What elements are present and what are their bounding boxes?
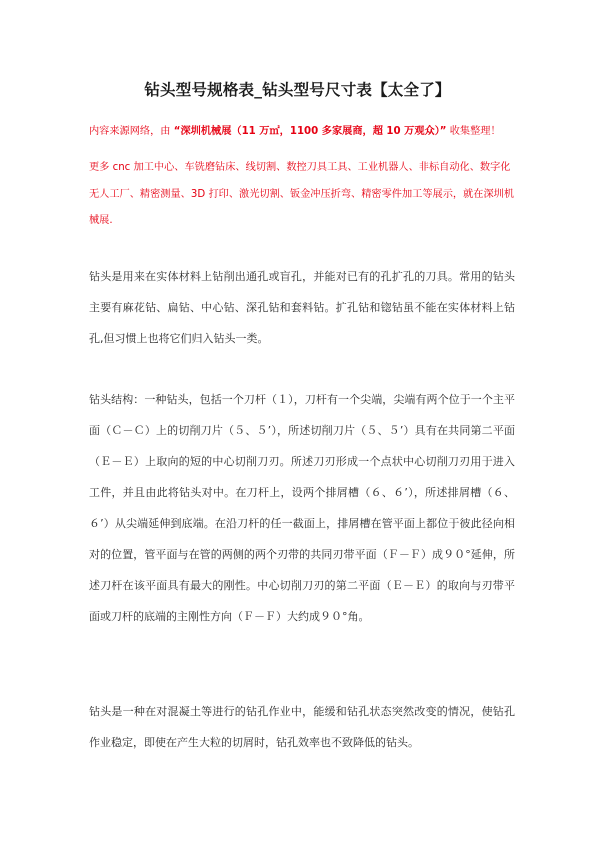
body-paragraph-usage: 钻头是一种在对混凝土等进行的钻孔作业中，能缓和钻孔状态突然改变的情况，使钻孔作业稳定，即使在产生大粒的切屑时，钻孔效率也不致降低的钻头。	[89, 705, 515, 749]
body-paragraph-definition: 钻头是用来在实体材料上钻削出通孔或盲孔，并能对已有的孔扩孔的刀具。常用的钻头主要有麻花钻、扁钻、中心钻、深孔钻和套料钻。扩孔钻和锪钻虽不能在实体材料上钻孔,但习惯上也将它们归入钻头一类。	[89, 270, 515, 345]
source-notice-prefix: 内容来源网络，由	[89, 126, 174, 137]
exhibition-notice: 更多 cnc 加工中心、车铣磨钻床、线切割、数控刀具工具、工业机器人、非标自动化、数字化无人工厂、精密测量、3D 打印、激光切割、钣金冲压折弯、精密零件加工等展示，就在深圳机械展.	[89, 162, 515, 226]
source-notice	[89, 119, 519, 146]
source-notice-suffix: 收集整理！	[446, 126, 501, 137]
source-notice-highlight: “深圳机械展（11 万㎡，1100 多家展商，超 10 万观众）”	[173, 126, 447, 137]
document-title: 钻头型号规格表_钻头型号尺寸表【太全了】	[144, 81, 451, 99]
body-paragraph-structure: 钻头结构：一种钻头，包括一个刀杆（１），刀杆有一个尖端，尖端有两个位于一个主平面（Ｃ－Ｃ）上的切削刀片（５、５’），所述切削刀片（５、５’）具有在共同第二平面（Ｅ－Ｅ）上取向的短的中心切削刀刃。所述刀刃形成一个点状中心切削刀刃用于进入工件，并且由此将钻头对中。在刀杆上，设两个排屑槽（６、６’），所述排屑槽（６、６’）从尖端延伸到底端。在沿刀杆的任一截面上，排屑槽在管平面上都位于彼此径向相对的位置，管平面与在管的两侧的两个刃带的共同刃带平面（Ｆ－Ｆ）成９０°延伸，所述刀杆在该平面具有最大的刚性。中心切削刀刃的第二平面（Ｅ－Ｅ）的取向与刃带平面或刀杆的底端的主刚性方向（Ｆ－Ｆ）大约成９０°角。	[89, 393, 515, 623]
